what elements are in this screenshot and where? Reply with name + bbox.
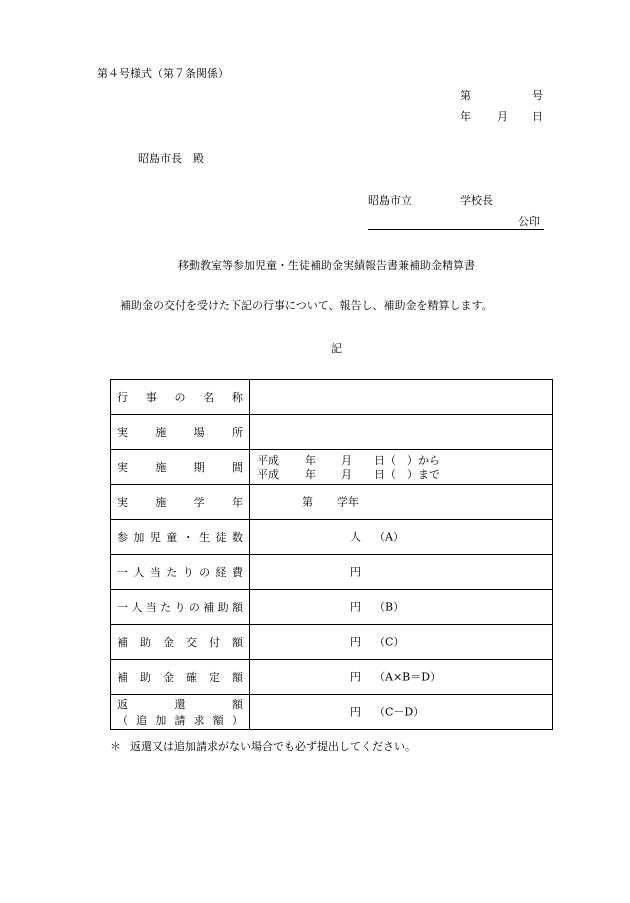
event-name-field[interactable] (250, 380, 553, 415)
row-label (111, 555, 250, 590)
table-row (111, 415, 553, 450)
row-label-text (117, 392, 243, 403)
refund-amount-field[interactable] (250, 695, 553, 730)
subsidy-confirmed-field[interactable] (250, 660, 553, 695)
signature-line (368, 229, 544, 230)
label-char: 学 (193, 495, 205, 509)
table-row (111, 625, 553, 660)
row-label-text (117, 672, 243, 683)
label-char: 数 (231, 530, 243, 544)
row-label (111, 660, 250, 695)
row-label (111, 695, 250, 730)
subsidy-granted-unit: 円 (350, 635, 361, 649)
label-char: 施 (155, 425, 167, 439)
subsidy-per-person-unit: 円 (350, 600, 361, 614)
table-row (111, 590, 553, 625)
table-row (111, 520, 553, 555)
label-char: 徒 (215, 530, 227, 544)
label-char: 期 (193, 460, 205, 474)
grade-field[interactable] (250, 485, 553, 520)
label-char: 請 (174, 713, 186, 727)
period-field[interactable] (250, 450, 553, 485)
period-end-era: 平成 (257, 468, 279, 481)
form-number: 第４号様式（第７条関係） (97, 67, 229, 80)
label-char: 費 (231, 565, 243, 579)
addressee: 昭島市長 殿 (138, 152, 204, 165)
label-char: 補 (117, 635, 128, 649)
row-label-text (117, 462, 243, 473)
label-char: り (174, 600, 186, 614)
label-char: 人 (131, 600, 143, 614)
date-year-label: 年 (460, 110, 471, 123)
row-label-text (117, 497, 243, 508)
document-number-suffix: 号 (532, 89, 543, 102)
period-end-year: 年 (305, 468, 316, 481)
table-row (111, 380, 553, 415)
row-label-text (117, 532, 243, 543)
label-char: 確 (186, 670, 197, 684)
ki-heading: 記 (331, 342, 342, 355)
label-char: 所 (231, 425, 243, 439)
period-end-day: 日（ ）まで (374, 468, 440, 481)
label-char: 年 (231, 495, 243, 509)
label-char: 当 (149, 565, 161, 579)
cost-per-person-unit: 円 (350, 565, 361, 579)
label-char: 一 (117, 600, 128, 614)
label-char: （ (117, 713, 128, 727)
label-char: 称 (232, 390, 243, 404)
label-char: 間 (231, 460, 243, 474)
label-char: た (166, 565, 178, 579)
label-char: 人 (133, 565, 145, 579)
official-seal-label: 公印 (518, 215, 540, 228)
label-char: り (182, 565, 194, 579)
refund-amount-unit: 円 (350, 705, 361, 719)
label-char: 補 (117, 670, 128, 684)
date-month-label: 月 (497, 110, 508, 123)
label-char: ・ (182, 530, 194, 544)
period-end-month: 月 (341, 468, 352, 481)
label-char: 一 (117, 565, 128, 579)
label-char: の (174, 390, 186, 404)
sender-school: 昭島市立 (368, 194, 412, 207)
label-char: 額 (232, 697, 243, 711)
label-char: 生 (199, 530, 211, 544)
label-char: 助 (217, 600, 229, 614)
report-table (110, 379, 553, 730)
label-char: た (160, 600, 172, 614)
label-char: 施 (155, 495, 167, 509)
label-char: 額 (232, 670, 243, 684)
label-char: 当 (145, 600, 157, 614)
grade-prefix: 第 (302, 495, 313, 509)
subsidy-confirmed-note: （A×B＝D） (374, 670, 442, 684)
footnote (110, 741, 416, 752)
row-label-subtext (117, 715, 243, 726)
subsidy-granted-field[interactable] (250, 625, 553, 660)
participants-field[interactable] (250, 520, 553, 555)
refund-label-group (117, 699, 243, 726)
footnote-text: 返還又は追加請求がない場合でも必ず提出してください。 (130, 740, 416, 753)
row-label-text (117, 699, 243, 710)
label-char: 額 (232, 600, 243, 614)
label-char: 実 (117, 495, 128, 509)
label-char: 加 (133, 530, 145, 544)
label-char: 還 (174, 697, 186, 711)
subsidy-granted-note: （C） (374, 635, 405, 649)
row-label (111, 450, 250, 485)
table-row (111, 695, 553, 730)
row-label-text (117, 602, 243, 613)
label-char: 童 (166, 530, 178, 544)
period-start-year: 年 (305, 454, 316, 467)
table-row (111, 485, 553, 520)
row-label (111, 590, 250, 625)
label-char: 額 (232, 635, 243, 649)
row-label (111, 415, 250, 450)
refund-amount-note: （C－D） (374, 705, 425, 719)
row-label (111, 380, 250, 415)
label-char: 返 (117, 697, 128, 711)
row-label-text (117, 567, 243, 578)
label-char: 施 (155, 460, 167, 474)
row-label-text (117, 427, 243, 438)
label-char: 加 (155, 713, 167, 727)
label-char: の (199, 565, 211, 579)
label-char: 額 (212, 713, 224, 727)
label-char: 金 (163, 635, 174, 649)
label-char: 金 (163, 670, 174, 684)
period-start-day: 日（ ）から (374, 454, 440, 467)
label-char: 場 (193, 425, 205, 439)
period-start-month: 月 (341, 454, 352, 467)
subsidy-per-person-note: （B） (374, 600, 405, 614)
label-char: 交 (186, 635, 197, 649)
row-label (111, 520, 250, 555)
row-label (111, 485, 250, 520)
label-char: 事 (145, 390, 157, 404)
label-char: 児 (149, 530, 161, 544)
row-label-text (117, 637, 243, 648)
cost-per-person-field[interactable] (250, 555, 553, 590)
table-row (111, 450, 553, 485)
label-char: ） (231, 713, 243, 727)
label-char: 参 (117, 530, 128, 544)
label-char: 実 (117, 460, 128, 474)
subsidy-per-person-field[interactable] (250, 590, 553, 625)
label-char: 求 (193, 713, 205, 727)
table-row (111, 555, 553, 590)
venue-field[interactable] (250, 415, 553, 450)
sender-role: 学校長 (460, 194, 493, 207)
participants-note: （A） (374, 530, 404, 544)
label-char: 経 (215, 565, 227, 579)
subsidy-confirmed-unit: 円 (350, 670, 361, 684)
label-char: 行 (117, 390, 128, 404)
participants-unit: 人 (350, 530, 361, 544)
label-char: 実 (117, 425, 128, 439)
document-number-prefix: 第 (460, 89, 471, 102)
row-label (111, 625, 250, 660)
label-char: 追 (136, 713, 148, 727)
label-char: 名 (203, 390, 215, 404)
label-char: の (188, 600, 200, 614)
date-day-label: 日 (532, 110, 543, 123)
table-row (111, 660, 553, 695)
asterisk-mark: ＊ (110, 740, 121, 753)
label-char: 助 (140, 670, 151, 684)
label-char: 定 (209, 670, 220, 684)
label-char: 補 (203, 600, 215, 614)
document-title: 移動教室等参加児童・生徒補助金実績報告書兼補助金精算書 (178, 259, 475, 272)
intro-text: 補助金の交付を受けた下記の行事について、報告し、補助金を精算します。 (120, 299, 493, 312)
label-char: 助 (140, 635, 151, 649)
label-char: 付 (209, 635, 220, 649)
period-start-era: 平成 (257, 454, 279, 467)
grade-suffix: 学年 (337, 495, 359, 509)
